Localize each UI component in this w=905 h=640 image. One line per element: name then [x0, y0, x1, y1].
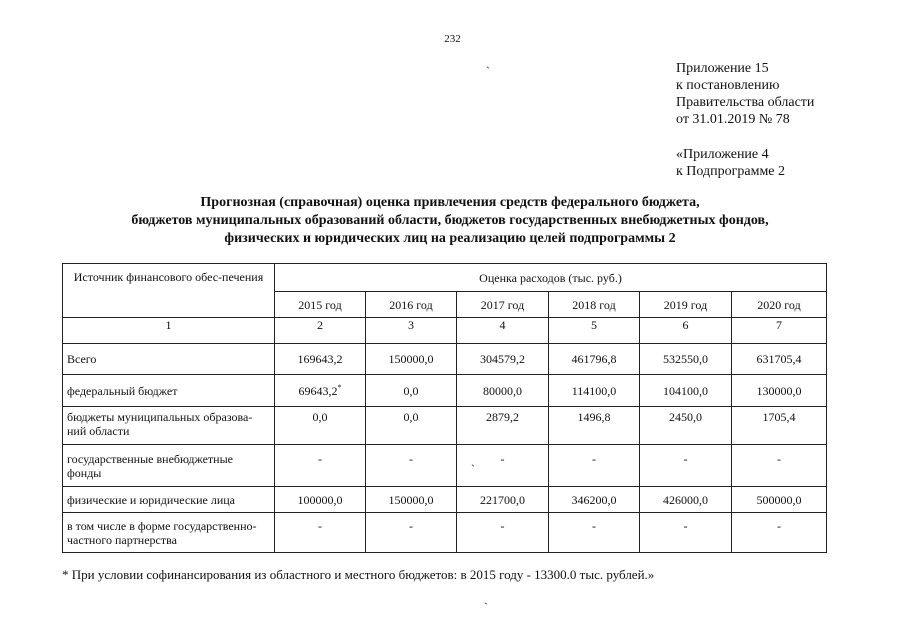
appendix-sub-line: к Подпрограмме 2: [676, 164, 786, 179]
table-cell: 0,0: [366, 407, 457, 445]
table-cell: 221700,0: [457, 487, 549, 513]
title-line: бюджетов муниципальных образований области, бюджетов государственных внебюджетных фондов,: [131, 213, 769, 228]
table-cell: -: [366, 513, 457, 553]
table-row: [63, 407, 827, 445]
table-cell: 461796,8: [549, 344, 640, 375]
column-number-row: [63, 318, 827, 344]
table-cell: 169643,2: [275, 344, 366, 375]
table-cell: [275, 375, 366, 407]
table-row: [63, 375, 827, 407]
cell-value: 69643,2: [298, 383, 338, 398]
table-cell: 80000,0: [457, 375, 549, 407]
table-cell: -: [732, 445, 827, 487]
scan-speck: `: [486, 64, 490, 78]
table-cell: -: [549, 513, 640, 553]
appendix-line: к постановлению: [676, 78, 780, 93]
table-cell: 104100,0: [640, 375, 732, 407]
table-cell: 1496,8: [549, 407, 640, 445]
table-cell: 500000,0: [732, 487, 827, 513]
column-number: 5: [549, 318, 640, 344]
table-row: [63, 344, 827, 375]
table-cell: 2450,0: [640, 407, 732, 445]
year-header: 2015 год: [275, 292, 366, 318]
table-cell: -: [457, 513, 549, 553]
footnote-mark: *: [337, 382, 342, 392]
table-cell: 346200,0: [549, 487, 640, 513]
table-cell: -: [640, 445, 732, 487]
column-number: 7: [732, 318, 827, 344]
table-cell: 0,0: [275, 407, 366, 445]
table-cell: -: [549, 445, 640, 487]
table-cell: 114100,0: [549, 375, 640, 407]
document-title: [60, 194, 840, 248]
table-cell: -: [275, 513, 366, 553]
table-cell: 304579,2: [457, 344, 549, 375]
table-cell: 426000,0: [640, 487, 732, 513]
table-cell: -: [732, 513, 827, 553]
year-header: 2016 год: [366, 292, 457, 318]
appendix-reference: [676, 60, 814, 128]
year-header: 2019 год: [640, 292, 732, 318]
column-number: 6: [640, 318, 732, 344]
title-line: Прогнозная (справочная) оценка привлечения средств федерального бюджета,: [200, 195, 700, 210]
row-label: в том числе в форме государственно-частного партнерства: [63, 513, 275, 553]
column-number: 2: [275, 318, 366, 344]
scan-speck: `: [471, 462, 475, 476]
table-cell: -: [640, 513, 732, 553]
column-number: 4: [457, 318, 549, 344]
table-cell: -: [275, 445, 366, 487]
column-number: 1: [63, 318, 275, 344]
row-label: федеральный бюджет: [63, 375, 275, 407]
subprogram-appendix-reference: [676, 146, 785, 180]
row-label: бюджеты муниципальных образова-ний области: [63, 407, 275, 445]
footnote: * При условии софинансирования из областного и местного бюджетов: в 2015 году - 13300.0 тыс. рублей.»: [62, 567, 655, 582]
year-header: 2020 год: [732, 292, 827, 318]
row-label: государственные внебюджетные фонды: [63, 445, 275, 487]
cost-estimate-header: Оценка расходов (тыс. руб.): [275, 264, 827, 292]
table-row: [63, 487, 827, 513]
scan-speck: `: [484, 600, 488, 614]
column-number: 3: [366, 318, 457, 344]
table-cell: 100000,0: [275, 487, 366, 513]
table-cell: 150000,0: [366, 487, 457, 513]
appendix-line: от 31.01.2019 № 78: [676, 112, 790, 127]
appendix-sub-line: «Приложение 4: [676, 147, 769, 162]
source-header: Источник финансового обес-печения: [63, 264, 275, 318]
row-label: Всего: [63, 344, 275, 375]
table-cell: 1705,4: [732, 407, 827, 445]
appendix-line: Правительства области: [676, 95, 815, 110]
financing-table: [62, 263, 827, 553]
table-cell: 130000,0: [732, 375, 827, 407]
table-cell: -: [457, 445, 549, 487]
table-cell: 532550,0: [640, 344, 732, 375]
page-number: 232: [444, 33, 461, 45]
table-cell: 631705,4: [732, 344, 827, 375]
year-header: 2018 год: [549, 292, 640, 318]
table-cell: 2879,2: [457, 407, 549, 445]
table-row: [63, 445, 827, 487]
table-row: [63, 513, 827, 553]
table-cell: 0,0: [366, 375, 457, 407]
appendix-line: Приложение 15: [676, 61, 769, 76]
year-header: 2017 год: [457, 292, 549, 318]
table-cell: -: [366, 445, 457, 487]
title-line: физических и юридических лиц на реализацию целей подпрограммы 2: [224, 231, 676, 246]
row-label: физические и юридические лица: [63, 487, 275, 513]
table-cell: 150000,0: [366, 344, 457, 375]
